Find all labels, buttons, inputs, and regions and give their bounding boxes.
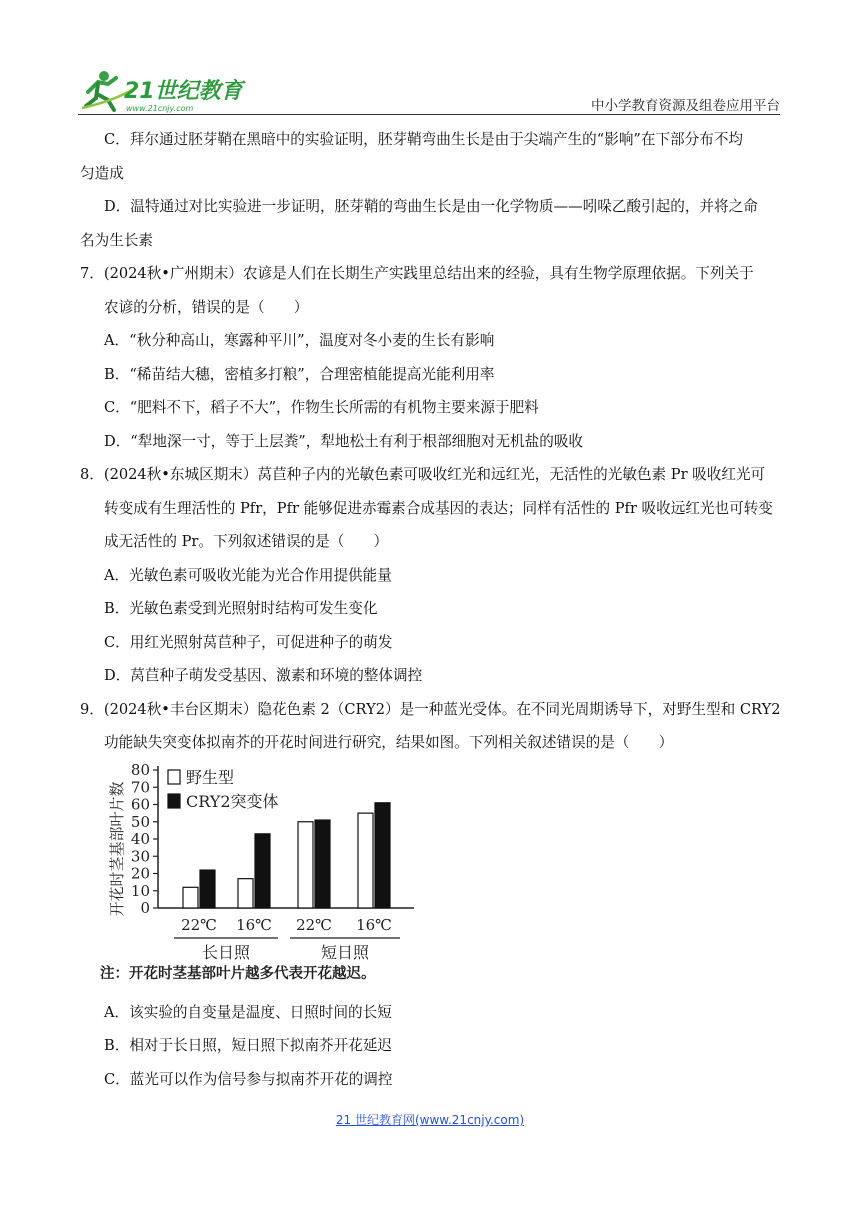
footer-link[interactable]: 21 世纪教育网(www.21cnjy.com) xyxy=(335,1113,525,1127)
legend-entry: CRY2突变体 xyxy=(186,792,279,811)
text-line: B．光敏色素受到光照射时结构可发生变化 xyxy=(104,600,378,617)
text-line: D．莴苣种子萌发受基因、激素和环境的整体调控 xyxy=(104,667,423,684)
text-line: C．拜尔通过胚芽鞘在黑暗中的实验证明，胚芽鞘弯曲生长是由于尖端产生的“影响”在下部分布不均 xyxy=(104,131,744,148)
text-line: D．温特通过对比实验进一步证明，胚芽鞘的弯曲生长是由一化学物质——吲哚乙酸引起的，并将之命 xyxy=(104,198,758,215)
bar-CRY2突变体 xyxy=(200,870,215,908)
text-line: 9．(2024秋•丰台区期末）隐花色素 2（CRY2）是一种蓝光受体。在不同光周期诱导下，对野生型和 CRY2 xyxy=(80,700,781,718)
text-line: A．该实验的自变量是温度、日照时间的长短 xyxy=(104,1003,392,1021)
y-tick-label: 60 xyxy=(130,795,150,814)
logo-text: 21世纪教育 xyxy=(124,79,243,104)
page-footer xyxy=(0,1111,860,1128)
y-axis-label: 开花时茎基部叶片数 xyxy=(108,781,126,917)
text-line: 转变成有生理活性的 Pfr，Pfr 能够促进赤霉素合成基因的表达；同样有活性的 Pfr 吸收远红光也可转变 xyxy=(104,499,773,517)
text-line: D．“犁地深一寸，等于上层粪”，犁地松土有利于根部细胞对无机盐的吸收 xyxy=(104,432,584,450)
text-line: C．用红光照射莴苣种子，可促进种子的萌发 xyxy=(104,633,393,651)
text-line: 8．(2024秋•东城区期末）莴苣种子内的光敏色素可吸收红光和远红光，无活性的光敏色素 Pr 吸收红光可 xyxy=(80,466,766,483)
y-tick-label: 70 xyxy=(130,778,150,797)
legend-swatch xyxy=(168,794,180,808)
y-tick-label: 30 xyxy=(130,847,150,866)
x-tick-label: 16℃ xyxy=(356,916,392,934)
text-line: C．“肥料不下，稻子不大”，作物生长所需的有机物主要来源于肥料 xyxy=(104,399,539,416)
x-tick-label: 16℃ xyxy=(236,916,272,934)
text-block-top xyxy=(80,123,786,760)
bar-CRY2突变体 xyxy=(315,820,330,908)
x-tick-label: 22℃ xyxy=(181,916,217,934)
y-tick-label: 50 xyxy=(130,812,150,831)
text-line: B．“稀苗结大穗，密植多打粮”，合理密植能提高光能利用率 xyxy=(104,365,495,383)
text-line: 功能缺失突变体拟南芥的开花时间进行研究，结果如图。下列相关叙述错误的是（ ） xyxy=(104,734,674,751)
text-line: C．蓝光可以作为信号参与拟南芥开花的调控 xyxy=(104,1070,393,1088)
bar-CRY2突变体 xyxy=(375,803,390,908)
text-line: 成无活性的 Pr。下列叙述错误的是（ ） xyxy=(104,533,389,550)
y-tick-label: 40 xyxy=(130,830,150,848)
text-line: A．光敏色素可吸收光能为光合作用提供能量 xyxy=(104,566,392,584)
text-line: 匀造成 xyxy=(80,164,124,182)
chart-note: 注：开花时茎基部叶片越多代表开花越迟。 xyxy=(100,966,376,982)
y-tick-label: 10 xyxy=(130,881,150,900)
page-header xyxy=(78,66,780,118)
bar-野生型 xyxy=(298,822,313,908)
group-label: 短日照 xyxy=(320,943,370,962)
x-tick-label: 22℃ xyxy=(296,916,332,934)
bar-chart xyxy=(96,758,416,988)
y-tick-label: 20 xyxy=(130,864,150,883)
text-line: B．相对于长日照，短日照下拟南芥开花延迟 xyxy=(104,1037,393,1054)
y-tick-label: 0 xyxy=(140,899,150,917)
y-tick-label: 80 xyxy=(130,761,150,779)
text-line: 农谚的分析，错误的是（ ） xyxy=(104,298,309,316)
text-block-bottom xyxy=(80,996,786,1097)
logo xyxy=(78,66,258,116)
legend-swatch xyxy=(168,770,180,784)
legend-entry: 野生型 xyxy=(186,768,235,787)
chart-figure xyxy=(96,758,416,988)
bar-CRY2突变体 xyxy=(255,834,270,908)
text-line: A．“秋分种高山，寒露种平川”，温度对冬小麦的生长有影响 xyxy=(104,332,495,349)
text-line: 7．(2024秋•广州期末）农谚是人们在长期生产实践里总结出来的经验，具有生物学原理依据。下列关于 xyxy=(80,265,754,282)
text-line: 名为生长素 xyxy=(80,231,153,249)
bar-野生型 xyxy=(358,813,373,908)
bar-野生型 xyxy=(238,879,253,908)
header-platform-name: 中小学教育资源及组卷应用平台 xyxy=(591,98,780,114)
header-divider xyxy=(78,114,780,115)
group-label: 长日照 xyxy=(201,943,251,962)
bar-野生型 xyxy=(183,887,198,908)
logo-url: www.21cnjy.com xyxy=(126,104,194,113)
